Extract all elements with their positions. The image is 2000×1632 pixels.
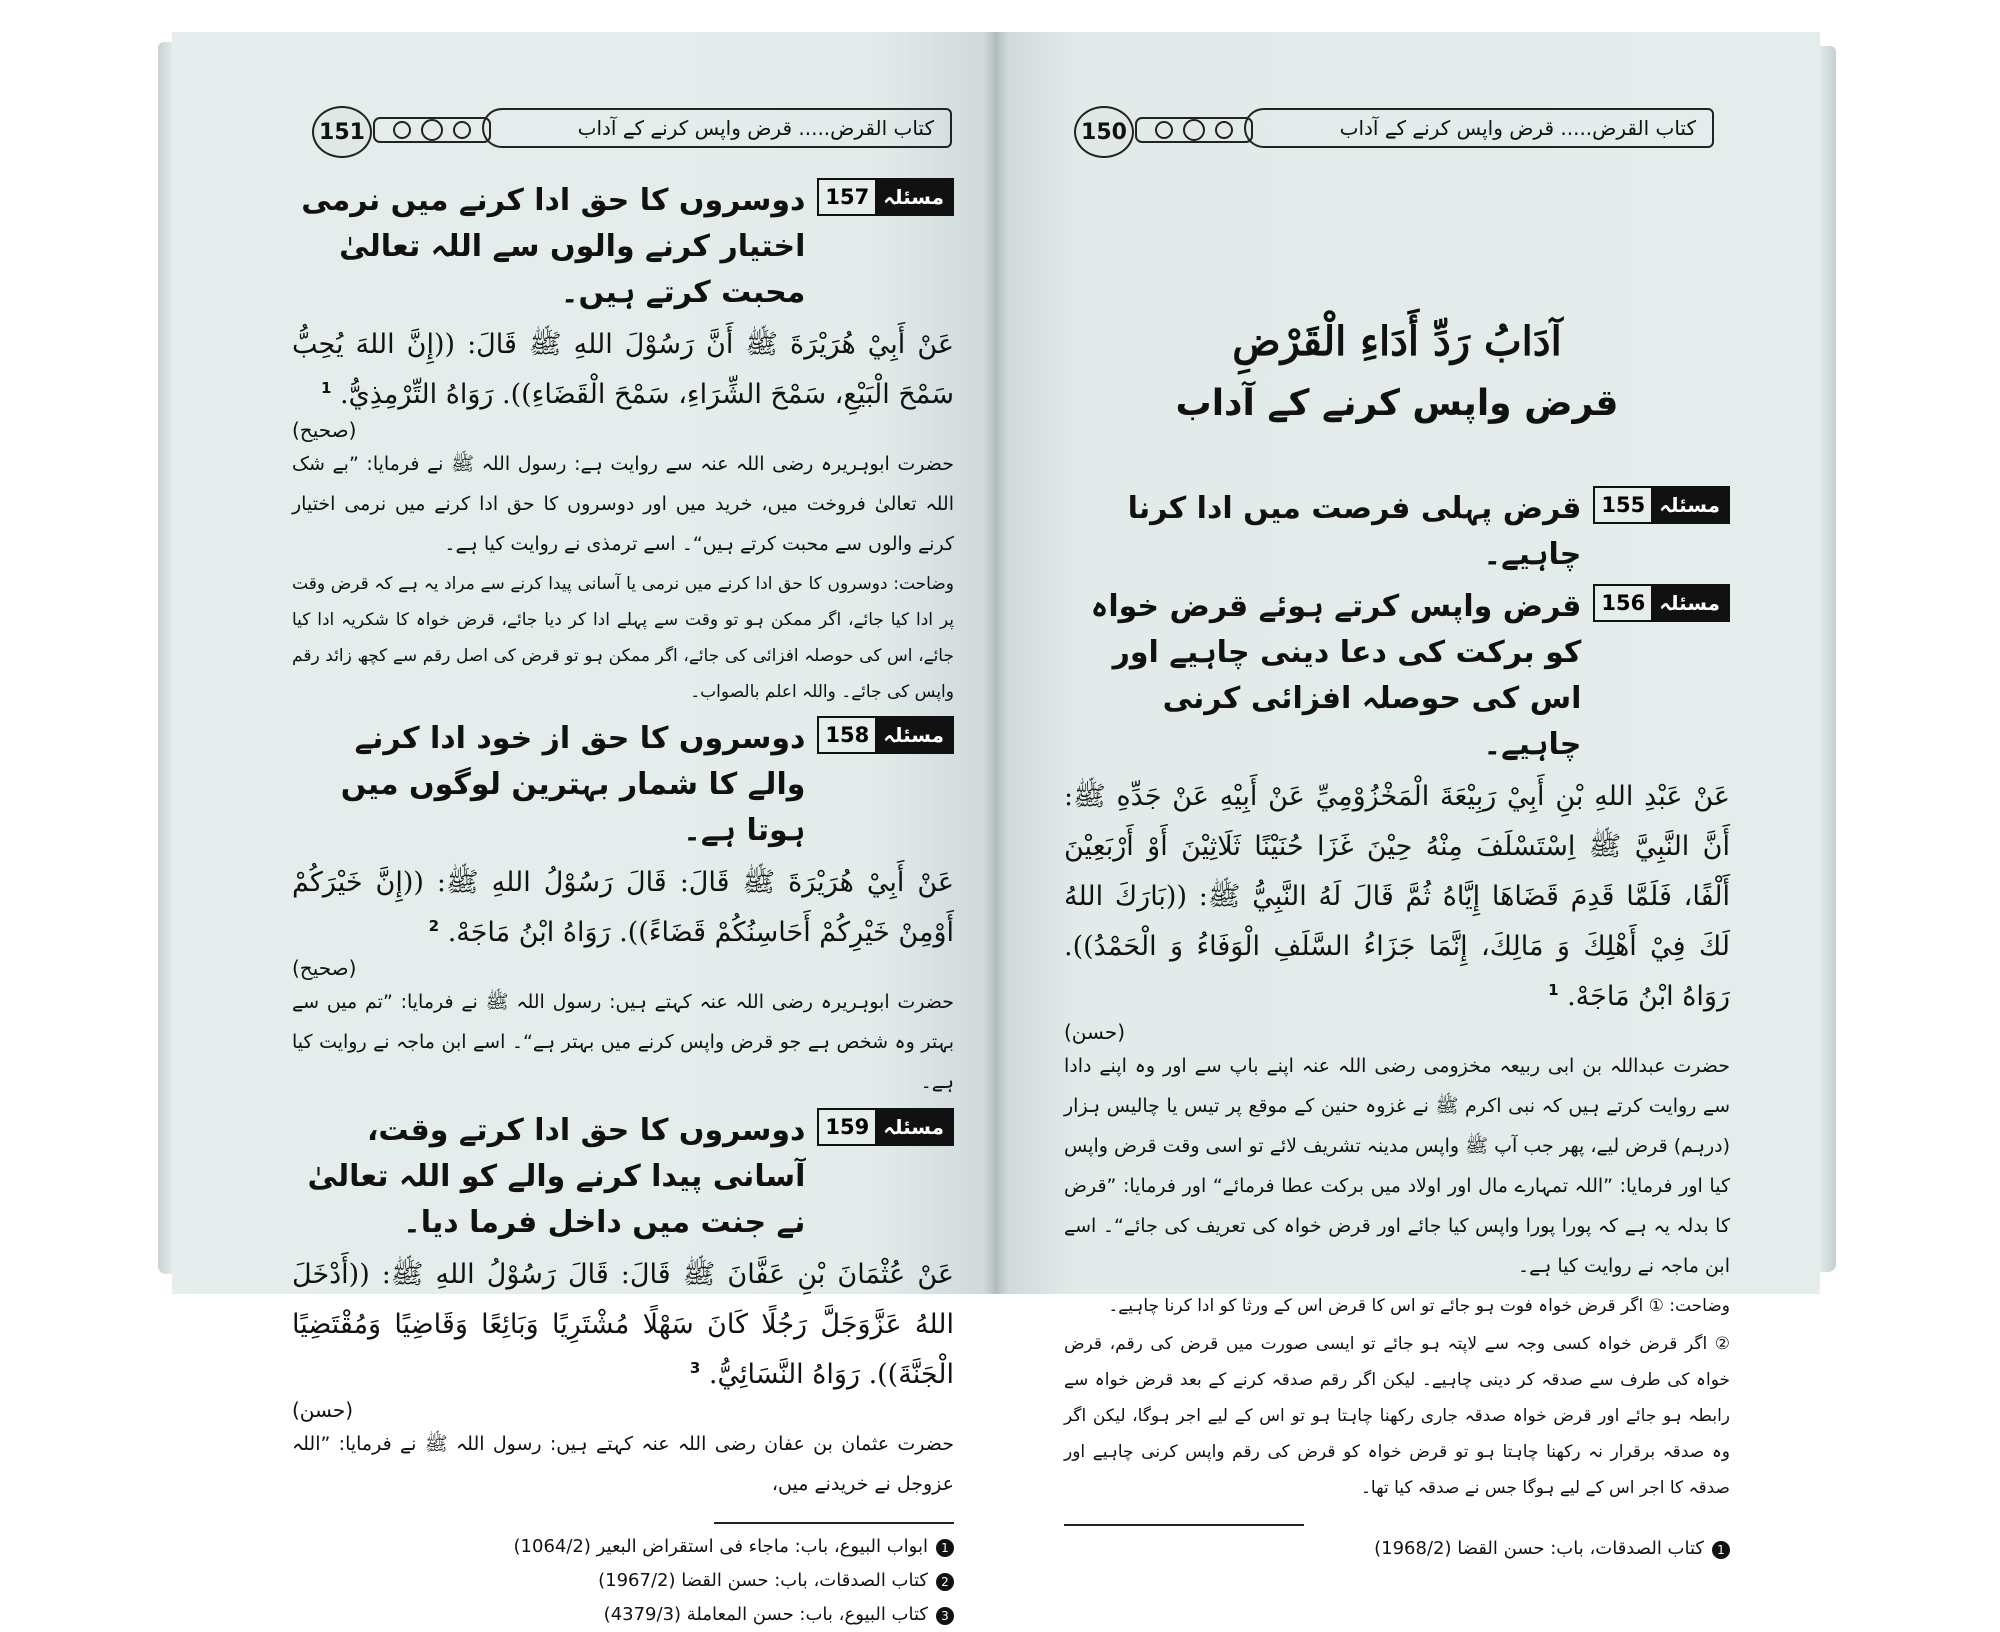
masala-number: 157 bbox=[819, 180, 875, 214]
running-head: کتاب القرض..... قرض واپس کرنے کے آداب bbox=[1244, 108, 1714, 148]
footnote-divider bbox=[1064, 1524, 1304, 1526]
masala-heading: دوسروں کا حق ادا کرنے میں نرمی اختیار کرنے والوں سے اللہ تعالیٰ محبت کرتے ہیں۔ bbox=[301, 183, 806, 310]
footnote-number: 2 bbox=[936, 1573, 954, 1591]
masala-157 bbox=[292, 178, 954, 316]
running-head: کتاب القرض..... قرض واپس کرنے کے آداب bbox=[482, 108, 952, 148]
masala-number: 159 bbox=[819, 1110, 875, 1144]
explanation-note: وضاحت: دوسروں کا حق ادا کرنے میں نرمی یا آسانی پیدا کرنے سے مراد یہ ہے کہ قرض وقت پر ادا کیا جائے، اگر ممکن ہو تو وقت سے پہلے ادا کر دیا جائے، قرض خواہ کا شکریہ ادا کیا جائے، اس کی حوصلہ افزائی کی جائے، اگر ممکن ہو تو قرض کی اصل رقم سے کچھ زائد رقم واپس کی جائے۔ واللہ اعلم بالصواب۔ bbox=[292, 574, 954, 702]
hadith-translation: حضرت عثمان بن عفان رضی اللہ عنہ کہتے ہیں: رسول اللہ ﷺ نے فرمایا: ”اللہ عزوجل نے خریدنے میں، bbox=[292, 1433, 954, 1495]
masala-155 bbox=[1064, 486, 1730, 578]
masala-badge bbox=[817, 1108, 954, 1146]
hadith-grade: (صحیح) bbox=[292, 956, 357, 980]
hadith-arabic-text: عَنْ أَبِيْ هُرَيْرَةَ ﷺ قَالَ: قَالَ رَسُوْلُ اللهِ ﷺ: ((إِنَّ خَيْرَكُمْ أَوْمِنْ خَيْرِكُمْ أَحَاسِنُكُمْ قَضَاءً)). رَوَاهُ ابْنُ مَاجَهْ. bbox=[292, 867, 954, 948]
masala-badge bbox=[1593, 486, 1730, 524]
ornament-icon bbox=[372, 112, 492, 148]
masala-label: مسئلہ bbox=[1651, 586, 1728, 620]
footnote bbox=[292, 1598, 954, 1632]
page-number: 151 bbox=[312, 106, 372, 158]
left-page-header bbox=[312, 102, 952, 158]
hadith-grade: (حسن) bbox=[1064, 1020, 1126, 1044]
masala-159 bbox=[292, 1108, 954, 1246]
masala-badge bbox=[817, 716, 954, 754]
masala-label: مسئلہ bbox=[875, 1110, 952, 1144]
footnote-number: 3 bbox=[936, 1607, 954, 1625]
explanation-note: ② اگر قرض خواہ کسی وجہ سے لاپتہ ہو جائے تو ایسی صورت میں قرض کی رقم، قرض خواہ کی طرف سے صدقہ کر دینی چاہیے۔ لیکن اگر رقم صدقہ کرنے کے بعد قرض خواہ سے رابطہ ہو جائے اور قرض خواہ صدقہ جاری رکھنا چاہتا ہو تو اس کے لیے اجر ہوگا، لیکن اگر وہ صدقہ برقرار نہ رکھنا چاہتا ہو تو قرض خواہ کو قرض کی رقم واپس کرنی چاہیے اور صدقہ کا اجر اس کے لیے ہوگا جس نے صدقہ کیا تھا۔ bbox=[1064, 1334, 1730, 1498]
hadith-grade: (حسن) bbox=[292, 1398, 354, 1422]
footnote-text: کتاب الصدقات، باب: حسن القضا (1967/2) bbox=[598, 1570, 928, 1591]
footnote bbox=[292, 1530, 954, 1564]
hadith-arabic-text: عَنْ عُثْمَانَ بْنِ عَفَّانَ ﷺ قَالَ: قَالَ رَسُوْلُ اللهِ ﷺ: ((أَدْخَلَ اللهُ عَزَّوَجَلَّ رَجُلًا كَانَ سَهْلًا مُشْتَرِيًا وَبَائِعًا وَقَاضِيًا وَمُقْتَضِيًا الْجَنَّةَ)). رَوَاهُ النَّسَائِيُّ. bbox=[292, 1259, 954, 1390]
masala-heading: قرض پہلی فرصت میں ادا کرنا چاہیے۔ bbox=[1127, 491, 1582, 572]
masala-number: 156 bbox=[1595, 586, 1651, 620]
masala-158 bbox=[292, 716, 954, 854]
left-page-content bbox=[292, 172, 954, 1632]
masala-heading: قرض واپس کرتے ہوئے قرض خواہ کو برکت کی دعا دینی چاہیے اور اس کی حوصلہ افزائی کرنی چاہیے۔ bbox=[1090, 589, 1582, 762]
explanation-note: وضاحت: ① اگر قرض خواہ فوت ہو جائے تو اس کا قرض اس کے ورثا کو ادا کرنا چاہیے۔ bbox=[1108, 1296, 1730, 1316]
masala-label: مسئلہ bbox=[875, 180, 952, 214]
footnote bbox=[1064, 1532, 1730, 1566]
footnote bbox=[292, 1564, 954, 1598]
footnote-marker: 3 bbox=[689, 1359, 701, 1377]
open-book bbox=[172, 32, 1820, 1625]
masala-badge bbox=[817, 178, 954, 216]
footnote-divider bbox=[714, 1522, 954, 1524]
right-page-header bbox=[1074, 102, 1714, 158]
footnote-number: 1 bbox=[936, 1539, 954, 1557]
masala-label: مسئلہ bbox=[1651, 488, 1728, 522]
masala-heading: دوسروں کا حق ادا کرتے وقت، آسانی پیدا کرنے والے کو اللہ تعالیٰ نے جنت میں داخل فرما دیا۔ bbox=[307, 1113, 806, 1240]
hadith-translation: حضرت ابوہریرہ رضی اللہ عنہ سے روایت ہے: رسول اللہ ﷺ نے فرمایا: ”بے شک اللہ تعالیٰ فروخت میں، خرید میں اور دوسروں کا حق ادا کرنے میں نرمی اختیار کرنے والوں سے محبت کرتے ہیں“۔ اسے ترمذی نے روایت کیا ہے۔ bbox=[292, 453, 954, 555]
hadith-arabic-text: عَنْ أَبِيْ هُرَيْرَةَ ﷺ أَنَّ رَسُوْلَ اللهِ ﷺ قَالَ: ((إِنَّ اللهَ يُحِبُّ سَمْحَ الْبَيْعِ، سَمْحَ الشِّرَاءِ، سَمْحَ الْقَضَاءِ)). رَوَاهُ التِّرْمِذِيُّ. bbox=[292, 329, 954, 410]
masala-156 bbox=[1064, 584, 1730, 768]
hadith-arabic bbox=[292, 858, 954, 958]
hadith-arabic-text: عَنْ عَبْدِ اللهِ بْنِ أَبِيْ رَبِيْعَةَ الْمَخْزُوْمِيِّ عَنْ أَبِيْهِ عَنْ جَدِّهِ ﷺ: أَنَّ النَّبِيَّ ﷺ اِسْتَسْلَفَ مِنْهُ حِيْنَ غَزَا حُنَيْنًا ثَلَاثِيْنَ أَوْ أَرْبَعِيْنَ أَلْفًا، فَلَمَّا قَدِمَ قَضَاهَا إِيَّاهُ ثُمَّ قَالَ لَهُ النَّبِيُّ ﷺ: ((بَارَكَ اللهُ لَكَ فِيْ أَهْلِكَ وَ مَالِكَ، إِنَّمَا جَزَاءُ السَّلَفِ الْوَفَاءُ وَ الْحَمْدُ)). رَوَاهُ ابْنُ مَاجَهْ. bbox=[1064, 781, 1730, 1012]
book-gutter bbox=[984, 32, 1008, 1294]
ornament-icon bbox=[1134, 112, 1254, 148]
chapter-title-urdu: قرض واپس کرنے کے آداب bbox=[1175, 383, 1619, 424]
footnote-text: کتاب البیوع، باب: حسن المعاملة (4379/3) bbox=[603, 1604, 928, 1625]
hadith-arabic bbox=[292, 320, 954, 420]
footnote-number: 1 bbox=[1712, 1541, 1730, 1559]
page-number: 150 bbox=[1074, 106, 1134, 158]
chapter-title-arabic: آدَابُ رَدِّ أَدَاءِ الْقَرْضِ bbox=[1232, 318, 1562, 365]
right-page bbox=[994, 32, 1820, 1559]
masala-heading: دوسروں کا حق از خود ادا کرنے والے کا شمار بہترین لوگوں میں ہوتا ہے۔ bbox=[340, 721, 806, 848]
masala-badge bbox=[1593, 584, 1730, 622]
left-page bbox=[172, 32, 994, 1625]
hadith-translation: حضرت عبداللہ بن ابی ربیعہ مخزومی رضی اللہ عنہ اپنے باپ سے اور وہ اپنے دادا سے روایت کرتے ہیں کہ نبی اکرم ﷺ نے غزوہ حنین کے موقع پر تیس یا چالیس ہزار (درہم) قرض لیے، پھر جب آپ ﷺ واپس مدینہ تشریف لائے تو اسی وقت قرض واپس کیا اور فرمایا: ”اللہ تمہارے مال اور اولاد میں برکت عطا فرمائے“ اور فرمایا: ”قرض کا بدلہ یہ ہے کہ پورا پورا واپس کیا جائے اور قرض خواہ کی تعریف کی جائے“۔ اسے ابن ماجہ نے روایت کیا ہے۔ bbox=[1064, 1055, 1730, 1277]
masala-number: 158 bbox=[819, 718, 875, 752]
footnote-marker: 2 bbox=[428, 917, 440, 935]
footnote-text: کتاب الصدقات، باب: حسن القضا (1968/2) bbox=[1374, 1538, 1704, 1559]
masala-number: 155 bbox=[1595, 488, 1651, 522]
footnote-marker: 1 bbox=[1548, 981, 1559, 999]
right-page-content bbox=[1064, 172, 1730, 1566]
footnote-text: ابواب البیوع، باب: ماجاء فی استقراض البعیر (1064/2) bbox=[513, 1536, 928, 1557]
hadith-arabic bbox=[1064, 772, 1730, 1022]
hadith-translation: حضرت ابوہریرہ رضی اللہ عنہ کہتے ہیں: رسول اللہ ﷺ نے فرمایا: ”تم میں سے بہتر وہ شخص ہے جو قرض واپس کرنے میں بہتر ہے“۔ اسے ابن ماجہ نے روایت کیا ہے۔ bbox=[292, 991, 954, 1093]
footnote-marker: 1 bbox=[320, 379, 332, 397]
masala-label: مسئلہ bbox=[875, 718, 952, 752]
hadith-grade: (صحیح) bbox=[292, 418, 357, 442]
hadith-arabic bbox=[292, 1250, 954, 1400]
